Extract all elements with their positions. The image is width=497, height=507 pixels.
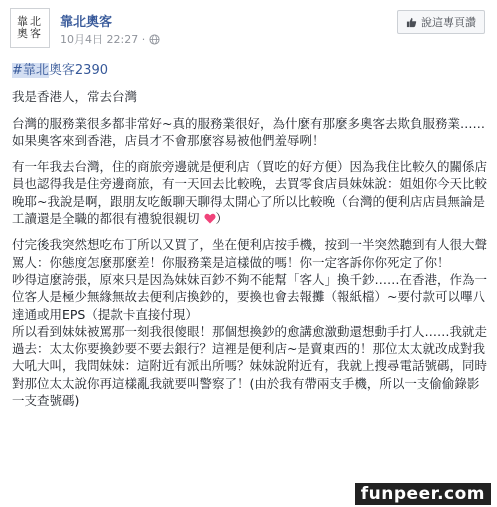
- post-timestamp[interactable]: 10月4日 22:27 ·: [60, 33, 146, 46]
- thumbs-up-icon: [406, 17, 417, 28]
- globe-icon: [149, 34, 160, 45]
- avatar[interactable]: [10, 8, 50, 48]
- site-watermark: funpeer.com: [355, 483, 491, 505]
- post-paragraph-3: 有一年我去台灣，住的商旅旁邊就是便利店（買吃的好方便）因為我住比較久的關係店員也認得我是住旁邊商旅，有一天回去比較晚，去買零食店員妹妹說：姐姐你今天比較晚耶~我說是啊，跟朋友吃飯聊天聊得太開心了所以比較晚（台灣的便利店店員無論是工讀還是全職的都很有禮貌很親切 ）: [12, 159, 488, 227]
- post-paragraph-2: 台灣的服務業很多都非常好~真的服務業很好，為什麼有那麼多奧客去欺負服務業……如果奧客來到香港，店員才不會那麼容易被他們羞辱咧！: [12, 115, 485, 148]
- post-paragraph-5: 吵得這麼誇張，原來只是因為妹妹百鈔不夠不能幫「客人」換千鈔……在香港，作為一位客人是極少無緣無故去便利店換鈔的，要換也會去報攤（報紙檔）~要付款可以嗶八達通或用EPS（提款卡直接付現）: [12, 271, 488, 322]
- heart-icon: [204, 213, 216, 224]
- post-body: [12, 62, 487, 409]
- hashtag-line: [12, 62, 487, 79]
- post-header: [0, 0, 497, 60]
- page-name-link[interactable]: 靠北奧客: [60, 15, 113, 30]
- post-meta: [60, 31, 160, 47]
- post-paragraph-3-text: 有一年我去台灣，住的商旅旁邊就是便利店（買吃的好方便）因為我住比較久的關係店員也認得我是住旁邊商旅，有一天回去比較晚，去買零食店員妹妹說：姐姐你今天比較晚耶~我說是啊，跟朋友吃飯聊天聊得太開心了所以比較晚（台灣的便利店店員無論是工讀還是全職的都很有禮貌很親切: [12, 159, 488, 227]
- post-paragraph-4: 付完後我突然想吃布丁所以又買了，坐在便利店按手機，按到一半突然聽到有人很大聲罵人：你態度怎麼那麼差！你服務業是這樣做的嗎！你一定客訴你你死定了你！: [12, 237, 488, 270]
- hashtag-suffix[interactable]: 奧客2390: [48, 63, 108, 78]
- hashtag-link[interactable]: #靠北: [12, 63, 49, 78]
- post-paragraph-6: 所以看到妹妹被罵那一刻我很傻眼！那個想換鈔的愈講愈激動還想動手打人……我就走過去：太太你要換鈔要不要去銀行？這裡是便利店~是賣東西的！那位太太就改成對我大吼大叫，我問妹妹：這附近有派出所嗎？妹妹說附近有，我就上搜尋電話號碼，同時對那位太太說你再這樣亂我就要叫警察了！(由於我有帶兩支手機，所以一支偷偷錄影一支查號碼): [12, 323, 488, 409]
- avatar-logo-text: 靠北奧客: [17, 15, 43, 40]
- like-page-button[interactable]: [397, 10, 485, 34]
- post-paragraph-1: 我是香港人，常去台灣: [12, 89, 138, 105]
- like-page-label: 說這專頁讚: [421, 16, 476, 29]
